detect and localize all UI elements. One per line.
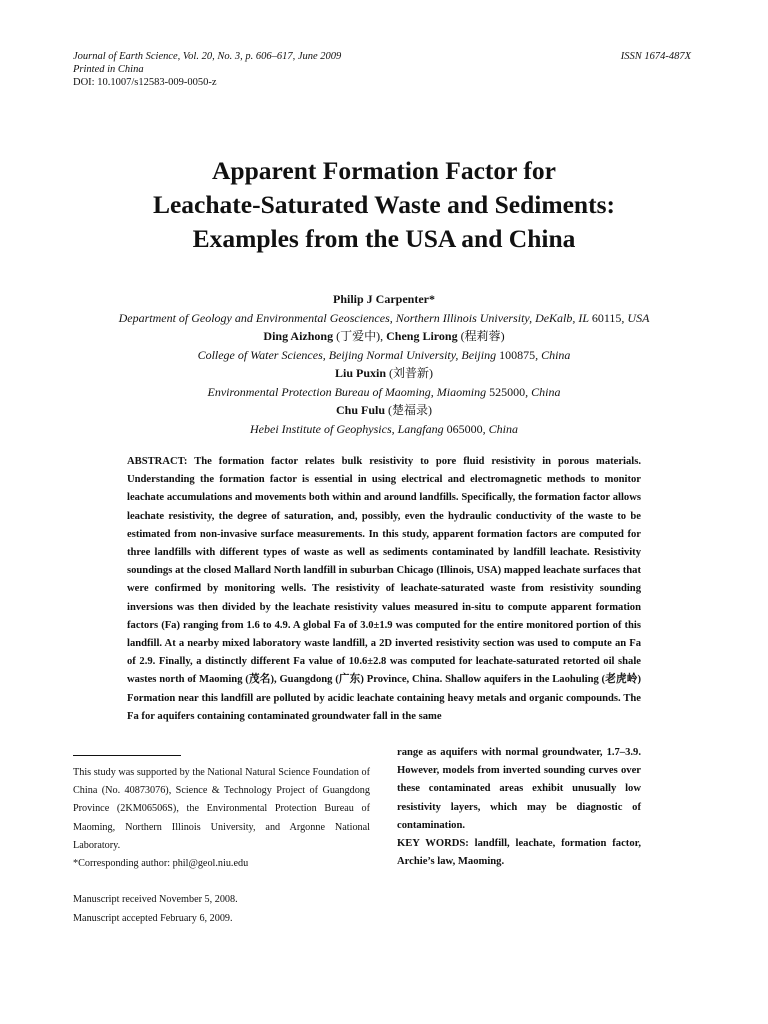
affiliation-part: 065000 <box>446 421 483 436</box>
author-names <box>60 364 708 383</box>
author-name-part: Philip J Carpenter* <box>333 292 435 306</box>
author-name-part: (丁爱中), <box>333 329 387 343</box>
affiliation-part: , China <box>535 347 571 362</box>
author-name-part: (楚福录) <box>385 403 433 417</box>
affiliation-part: Environmental Protection Bureau of Maoming, Miaoming <box>207 384 490 399</box>
received-date: Manuscript received November 5, 2008. <box>73 894 238 905</box>
author-block <box>60 290 708 438</box>
author-affiliation <box>60 309 708 328</box>
author-name-part: Cheng Lirong <box>386 329 458 343</box>
title-line-3: Examples from the USA and China <box>192 224 576 253</box>
affiliation-part: , China <box>482 421 518 436</box>
author-name-part: (刘普新) <box>386 366 434 380</box>
author-affiliation <box>60 346 708 365</box>
journal-header <box>73 50 691 89</box>
affiliation-part: 525000 <box>489 384 526 399</box>
issn: ISSN 1674-487X <box>620 51 691 62</box>
author-names <box>60 401 708 420</box>
author-name-part: (程莉蓉) <box>457 329 505 343</box>
author-names <box>60 290 708 309</box>
author-names <box>60 327 708 346</box>
affiliation-part: Department of Geology and Environmental Geosciences, Northern Illinois University, DeKalb, IL <box>118 310 592 325</box>
title-line-1: Apparent Formation Factor for <box>212 156 556 185</box>
corresponding-author: *Corresponding author: phil@geol.niu.edu <box>73 858 249 870</box>
affiliation-part: 100875 <box>499 347 536 362</box>
abstract-text: ABSTRACT: The formation factor relates bulk resistivity to pore fluid resistivity in porous materials. Understanding the formation factor is essential in using electrical and electromagnetic methods to monitor leachate accumulations and movements both within and around landfills. Specifically, the formation factor allows leachate resistivity, the degree of saturation, and, possibly, even the hydraulic conductivity of the waste to be estimated from non-invasive surface measurements. In this study, apparent formation factors are computed for three landfills with different types of waste as well as sediments contaminated by landfill leachate. Resistivity soundings at the closed Mallard North landfill in suburban Chicago (Illinois, USA) mapped leachate surfaces that were confirmed by monitoring wells. The resistivity of leachate-saturated waste from resistivity sounding inversions was then divided by the leachate resistivity values measured in-situ to compute apparent formation factors (Fa) ranging from 1.6 to 4.9. A global Fa of 3.0±1.9 was computed for the entire monitored portion of this landfill. At a nearby mixed laboratory waste landfill, a 2D inverted resistivity section was used to compute an Fa of 2.9. Finally, a distinctly different Fa value of 10.6±2.8 was computed for leachate-saturated retorted oil shale wastes north of Maoming (茂名), Guangdong (广东) Province, China. Shallow aquifers in the Laohuling (老虎岭) Formation near this landfill are polluted by acidic leachate containing heavy metals and organic compounds. The Fa for aquifers containing contaminated groundwater fall in the same <box>127 456 641 722</box>
accepted-date: Manuscript accepted February 6, 2009. <box>73 913 233 924</box>
author-name-part: Ding Aizhong <box>263 329 334 343</box>
affiliation-part: Hebei Institute of Geophysics, Langfang <box>250 421 447 436</box>
printed-in: Printed in China <box>73 64 144 75</box>
author-affiliation <box>60 420 708 439</box>
doi: DOI: 10.1007/s12583-009-0050-z <box>73 77 217 88</box>
author-name-part: Liu Puxin <box>334 366 387 380</box>
affiliation-part: College of Water Sciences, Beijing Normal University, Beijing <box>197 347 500 362</box>
abstract-continued-text: range as aquifers with normal groundwater, 1.7–3.9. However, models from inverted sounding curves over these contaminated areas exhibit unusually low resistivity layers, which may be diagnostic of contamination. <box>397 747 641 831</box>
footnote-rule <box>73 755 181 756</box>
abstract <box>127 453 641 726</box>
funding-note: This study was supported by the National Natural Science Foundation of China (No. 40873076), Science & Technology Project of Guangdong Province (2KM06506S), the Environmental Protection Bureau of Maoming, Northern Illinois University, and Argonne National Laboratory. <box>73 767 370 851</box>
manuscript-dates <box>73 890 370 928</box>
affiliation-part: 60115 <box>591 310 622 325</box>
footnote <box>73 764 370 873</box>
journal-citation: Journal of Earth Science, Vol. 20, No. 3, p. 606–617, June 2009 <box>73 51 342 62</box>
affiliation-part: , USA <box>621 310 650 325</box>
affiliation-part: , China <box>525 384 561 399</box>
paper-title <box>60 154 708 256</box>
keywords: KEY WORDS: landfill, leachate, formation factor, Archie’s law, Maoming. <box>397 838 641 868</box>
abstract-continued <box>397 744 641 871</box>
author-affiliation <box>60 383 708 402</box>
title-line-2: Leachate-Saturated Waste and Sediments: <box>152 190 616 219</box>
author-name-part: Chu Fulu <box>335 403 386 417</box>
